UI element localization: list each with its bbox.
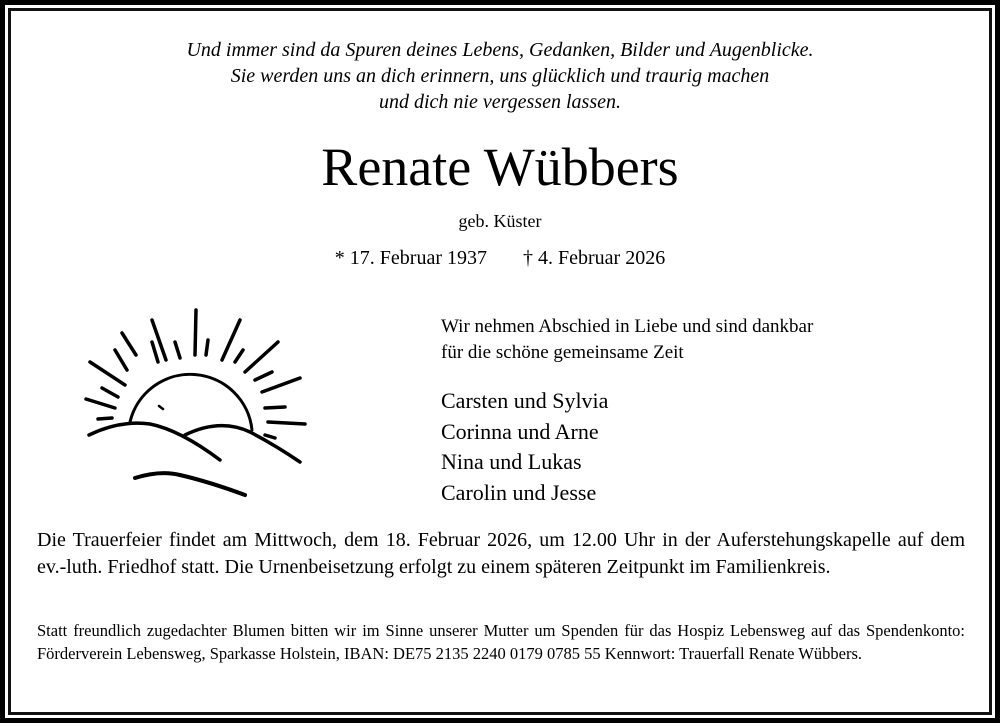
deceased-name: Renate Wübbers: [321, 137, 679, 197]
sun-icon: [130, 374, 252, 430]
quote-line: und dich nie vergessen lassen.: [379, 91, 621, 113]
maiden-name: geb. Küster: [458, 211, 542, 231]
ceremony-info: Die Trauerfeier findet am Mittwoch, dem 18. Februar 2026, um 12.00 Uhr in der Auferstehungskapelle auf dem ev.-luth. Friedhof statt. Die Urnenbeisetzung erfolgt zu einem späteren Zeitpunkt im Familienkreis.: [37, 529, 965, 578]
family-member: Corinna und Arne: [441, 418, 599, 444]
farewell-line: Wir nehmen Abschied in Liebe und sind dankbar: [441, 316, 814, 337]
quote-line: Sie werden uns an dich erinnern, uns glücklich und traurig machen: [230, 65, 770, 87]
sunset-illustration: [60, 300, 320, 500]
life-dates: [0, 247, 1000, 270]
family-member: Nina und Lukas: [441, 449, 582, 474]
family-member: Carsten und Sylvia: [441, 388, 609, 413]
birth-date: * 17. Februar 1937: [334, 247, 487, 269]
memorial-quote: [0, 37, 1000, 115]
quote-line: Und immer sind da Spuren deines Lebens, Gedanken, Bilder und Augenblicke.: [186, 39, 814, 61]
death-date: † 4. Februar 2026: [523, 247, 666, 269]
farewell-text: [441, 314, 813, 366]
path-icon: [135, 473, 245, 495]
donation-info: Statt freundlich zugedachter Blumen bitten wir im Sinne unserer Mutter um Spenden für das Hospiz Lebensweg auf das Spendenkonto: Förderverein Lebensweg, Sparkasse Holstein, IBAN: DE75 2135 2240 0179 0785 55 Kennwort: Trauerfall Renate Wübbers.: [37, 621, 965, 663]
hill-icon: [185, 426, 300, 462]
family-member: Carolin und Jesse: [441, 479, 597, 505]
family-list: [441, 386, 608, 508]
farewell-line: für die schöne gemeinsame Zeit: [441, 342, 684, 363]
